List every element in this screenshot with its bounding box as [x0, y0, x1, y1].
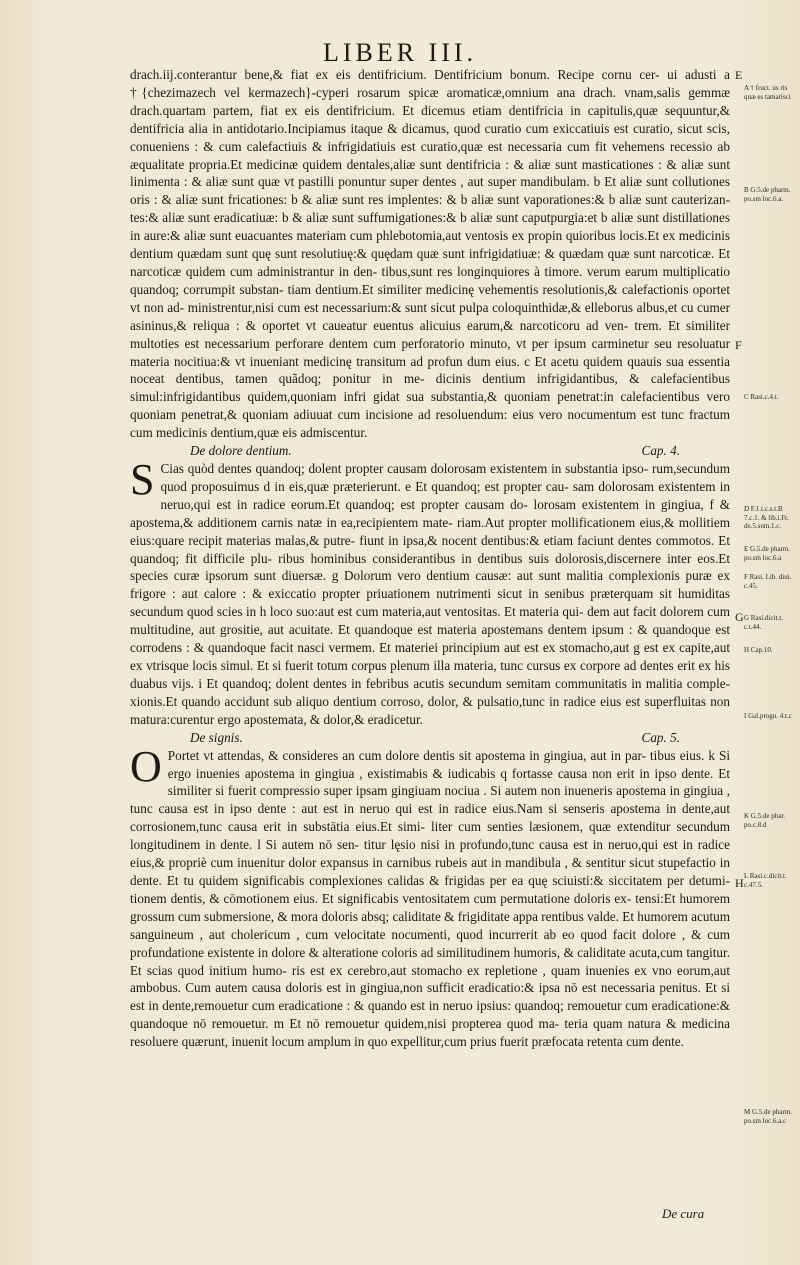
- intro-paragraph: drach.iij.conterantur bene,& fiat ex eis dentifricium. Dentifricium bonum. Recipe cornu cer- ui adusti a †{chezimazech vel kermazech}-cyperi rosarum spicæ aromaticæ,omnium ana drach. vnam,salis gemmæ drach.quartam partem, fiat ex eis dentifricium. Et dicemus etiam dentifricia in capitulis,quæ sequuntur,& dentifricia alia in antidotario.Incipiamus itaque & dicamus, quod curatio cum exiccatiuis est curatio, sicut scis, conueniens : & cum calefactiuis & infrigidatiuis est curatio,quæ est necessaria cum fit vehemens recessio ab æqualitate propria.Et medicinæ quidem dentales,aliæ sunt dentifricia : & aliæ sunt masticationes : & aliæ sunt linimenta : & aliæ sunt quæ vt pastilli ponuntur super dentes , aut super mandibulam. b Et aliæ sunt collutiones oris : & aliæ sunt fricationes: b & aliæ sunt res implentes: & b aliæ sunt vaporationes:& b aliæ sunt cauterizan- tes:& aliæ sunt eradicatiuæ: b & aliæ sunt suffumigationes:& b aliæ sunt caputpurgia:et b aliæ sunt distillationes in aure:& aliæ sunt euacuantes materiam cum phlebotomia,aut ventosis ex propin quioribus locis.Et ex medicinis dentium quædam sunt quę sunt resolutiuę:& quędam quæ sunt infrigidatiuæ: & quædam quæ sunt narcoticæ. Et narcoticæ quidem cum administrantur in den- tibus,sunt res longinquiores à timore. verum earum multiplicatio quandoq; corrumpit substan- tiam dentium.Et similiter medicinę vehementis resolutionis,& calefactionis oportet vt non ad- ministrentur,nisi cum est necessarium:& sunt sicut pulpa coloquinthidæ,& elleborus albus,et cu cumer asininus,& reliqua : & oportet vt caueatur euentus alicuius earum,& narcoticoru ad ven- trem. Et similiter multoties est necessarium perforare dentem cum perforatorio minuto, vt per ipsum carminetur seu resoluatur materia nocitiua:& vt inueniant medicinę transitum ad profun dum eius. c Et acetu quidem quauis sua essentia noceat dentibus, tamen quãdoq; ponitur in me- dicinis dentium infrigidantibus, & calefacientibus simul:infrigidantibus quidem,quoniam infri gidat sua substantia,& quoniam penetrat:in calefacientibus vero quoniam penetrat,& quoniam adiuuat cum incisione ad resoluendum: eius vero nocumentum est tunc fractum cum medicinis dentium,quæ eis admiscentur.: [130, 67, 730, 441]
- margin-note-c: C Rasi.c.4.t.: [744, 393, 779, 401]
- margin-letter-h: H: [735, 876, 744, 890]
- margin-note-d: D F.1.t.c.s.t.B 7.c.1. & lib.i.Fr. de.5.sum.1.c.: [744, 505, 789, 530]
- running-head: LIBER III.: [322, 38, 478, 67]
- chapter-4-dropcap: S: [130, 455, 155, 505]
- chapter-4-title: De dolore dentium.: [190, 443, 292, 459]
- margin-letter-e: E: [735, 68, 743, 82]
- margin-note-k: K G.5.de phar. po.c.8.d: [744, 812, 786, 829]
- chapter-5-dropcap: O: [130, 741, 162, 791]
- chapter-4-heading: [130, 442, 730, 460]
- margin-note-g: G Rasi.dicit.t. c.t.44.: [744, 614, 783, 631]
- margin-note-b: B G.5.de pharm. po.sm loc.6.a.: [744, 186, 791, 203]
- chapter-5-number: Cap. 5.: [641, 729, 680, 745]
- margin-note-h: H Cap.10.: [744, 646, 773, 654]
- chapter-4-paragraph: [130, 455, 730, 729]
- margin-note-f: F Rasi. Lib. diui. c.45.: [744, 573, 792, 590]
- margin-letter-g: G: [735, 610, 744, 624]
- catchword: De cura: [662, 1206, 705, 1221]
- chapter-4-text: Cias quòd dentes quandoq; dolent propter causam dolorosam existentem in substantia ipso- rum,secundum quod proposuimus d in eis,quæ præterierunt. e Et quandoq; est propter cau- sam dolorosam existentem in neruo,qui est in radice eorum.Et quandoq; est propter causam do- lorosam existentem in gingiua, f & apostema,& additionem carnis natæ in ea,recipientem mate- riam.Aut propter mollificationem eius,& mollitiem eius:quare recipit materias malas,& putre- fiunt in ipsa,& nocent dentibus:& etiam faciunt dentes commotos. Et quandoq; fit difficile plu- ribus hominibus considerantibus in dentibus suis dolorosis,discernere inter eos.Et species curæ ipsorum sunt diuersæ. g Dolorum vero dentium causæ: aut sunt malitia complexionis puræ ex frigore : aut calore : & exiccatio propter priuationem nutrimenti sicut in senibus præterquam sit humiditas secundum quod scies in h loco suo:aut est cum materia,aut ventositas. Et materia qui- dem aut facit dolorem cum multitudine, aut grositie, aut acuitate. Et quandoque est materia apostemans dentem ipsum : & quandoque est corrodens : & quandoque facit nasci vermem. Et materiei principium aut est ex stomacho,aut g est ex capite,aut ex vtrisque locis simul. Et si fuerit totum corpus plenum illa materia, tunc cursus ex corpore ad dentes erit ex his duabus vijs. i Et quandoq; dolent dentes in febribus acutis secundum semitam communitatis in malitia comple- xionis.Et quando accidunt sub aliquo dentium corroso, dolor, & pulsatio,tunc in radice eius est superfluitas non matura:curentur ergo apostemata, & dolor,& eradicetur.: [130, 461, 730, 727]
- margin-note-e: E G.5.de pharm. po.sm loc.6.a: [744, 545, 791, 562]
- margin-letter-f: F: [735, 338, 742, 352]
- chapter-5-paragraph: [130, 741, 730, 1051]
- chapter-4-number: Cap. 4.: [641, 443, 680, 459]
- chapter-5-heading: [130, 729, 730, 747]
- chapter-5-title: De signis.: [190, 729, 243, 745]
- margin-note-m: M G.5.de pharm. po.sm loc.6.a.c: [744, 1108, 793, 1125]
- chapter-5-text: Portet vt attendas, & consideres an cum dolore dentis sit apostema in gingiua, aut in par- tibus eius. k Si ergo inuenies apostema in gingiua , existimabis & iudicabis q fortasse causa non erit in ipso dente. Et similiter si fuerit compressio super ipsam gingiuam nociua . Si autem non inueneris apostema in gingiua , tunc causa est in ipso dente : aut est in neruo qui est in radice eius.Nam si senseris apostema in dente,aut corrosionem,tunc causa erit in substātia eius.Et simi- liter cum senties læsionem, quæ extenditur secundum longitudinem in dente. l Si autem nō sen- titur lęsio nisi in profundo,tunc causa est in neruo,qui est in radice eius,& propriè cum inuenitur dolor expansus in carnibus rubeis aut in mandibula , & sentitur sicut stupefactio in dente. Et tu quidem significabis complexiones calidas & frigidas per ea quę sciuisti:& siccitatem per detumi- tionem dentis, & cōmotionem eius. Et significabis ventositatem cum permutatione doloris ex- tensi:Et humorem grossum cum submersione, & mora doloris absq; caliditate & frigiditate appa rentibus valde. Et humorem acutum sanguineum , aut cholericum , cum velocitate nocumenti, quod incurrerit ab eo quod facit dolore , & cum profundatione existente in dolore & alteratione coloris ad similitudinem humoris, & caliditate acuta,cum tangitur. Et scias quod initium humo- ris est ex cerebro,aut stomacho ex repletione , quam inuenies ex vno eorum,aut ambobus. Cum autem causa doloris est in gingiua,non sufficit eradicatio:& ipsa nō est necessaria penitus. Et si est in dente,remouetur cum eradicatione : & quando est in neruo ipsius: quandoq; remouetur cum eradicatione:& quandoque nō remouetur. m Et nō remouetur quidem,nisi propterea quod ma- teria quam natura & medicina resoluere quærunt, inuenit locum amplum in quo expellitur,cum prius fuerit præfocata retenta cum dente.: [130, 747, 730, 1050]
- margin-note-l: L Rasi.c.dicit.t. c.47.5.: [744, 872, 787, 889]
- margin-note-a: A † fruct. us ris quæ es tamarisci: [744, 84, 791, 101]
- main-text-column: [130, 66, 730, 1051]
- margin-note-i: I Gal.progn. 4.t.c: [744, 712, 792, 720]
